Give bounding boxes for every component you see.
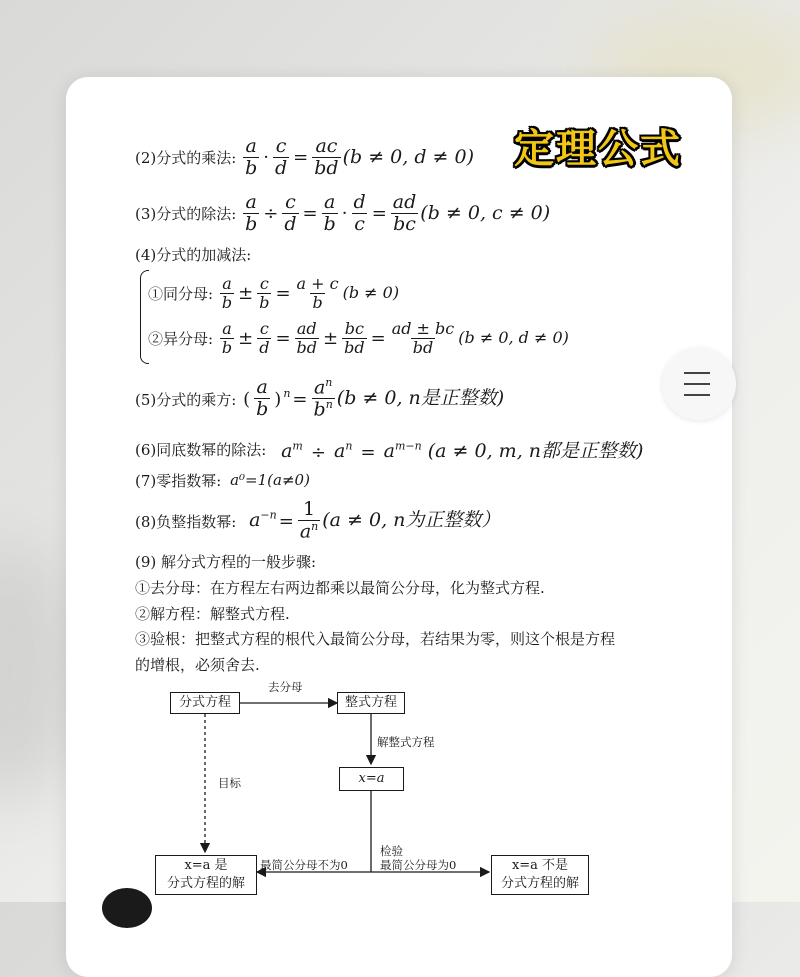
formula-expression: $\frac{a}{b}$ ÷ $\frac{c}{d}$ = $\frac{a}{b}$ · $\frac{d}{c}$ = $\frac{ad}{bc}$ (b ≠ 0, c ≠ 0): [245, 191, 551, 235]
formula-label: (8)负整指数幂:: [135, 512, 237, 531]
flow-label: 去分母: [268, 680, 303, 694]
formula-expression: $a^{-n}$ = $\frac{1}{a^n}$ (a ≠ 0, n为正整数）: [249, 498, 501, 543]
step-item: ③验根：把整式方程的根代入最简公分母，若结果为零，则这个根是方程: [135, 630, 616, 648]
flow-box-root: x=a: [339, 767, 404, 791]
step-item: ②解方程：解整式方程.: [135, 605, 290, 623]
formula-expression: $a^m \div a^n = a^{m-n}$ (a ≠ 0, m, n都是正整数): [281, 439, 644, 463]
formula-label: (2)分式的乘法:: [135, 149, 237, 168]
formula-condition: (b ≠ 0, n是正整数): [336, 387, 505, 410]
flow-box-is-solution: [155, 855, 257, 895]
formula-condition: (b ≠ 0): [342, 282, 400, 302]
formula-label: (5)分式的乘方:: [135, 390, 237, 409]
flow-label: 解整式方程: [377, 735, 435, 749]
formula-label: ①同分母:: [148, 285, 214, 303]
formula-expression: $\frac{a}{b}$ ± $\frac{c}{d}$ = $\frac{ad}{bd}$ ± $\frac{bc}{bd}$ = $\frac{ad \pm bc}{bd}$ (b ≠ 0, d ≠ 0): [221, 319, 569, 357]
flow-box-text: 分式方程的解: [500, 876, 579, 891]
formula-label: ②异分母:: [148, 330, 214, 348]
step-item: ①去分母：在方程左右两边都乘以最简公分母，化为整式方程.: [135, 579, 545, 597]
flow-box-text: 分式方程的解: [166, 876, 245, 891]
formula-condition: (b ≠ 0, d ≠ 0): [342, 145, 474, 168]
page-title: 定理公式: [514, 126, 682, 172]
formula-expression: ( $\frac{a}{b}$ ) $^n$ = $\frac{a^n}{b^n}$ (b ≠ 0, n是正整数): [243, 376, 505, 421]
formula-label: (7)零指数幂:: [135, 472, 222, 490]
formula-label: (6)同底数幂的除法:: [135, 441, 267, 459]
formula-expression: $\frac{a}{b}$ · $\frac{c}{d}$ = $\frac{ac}{bd}$ (b ≠ 0, d ≠ 0): [245, 135, 474, 179]
formula-condition: (a ≠ 0, n为正整数）: [322, 509, 501, 532]
formula-label: (3)分式的除法:: [135, 205, 237, 224]
step-item-continued: 的增根，必须舍去.: [135, 656, 260, 674]
avatar: [102, 888, 152, 928]
flow-box-not-solution: [491, 855, 589, 895]
flow-box-text: x=a 不是: [511, 858, 569, 874]
flow-label: 目标: [218, 776, 241, 790]
steps-heading: (9) 解分式方程的一般步骤:: [135, 553, 317, 571]
flow-box-text: x=a 是: [184, 858, 228, 874]
flow-label: 检验: [380, 844, 403, 858]
formula-label: (4)分式的加减法:: [135, 246, 252, 264]
flow-box-integral-equation: 整式方程: [337, 692, 405, 714]
flow-label: 最简公分母不为0: [260, 858, 348, 872]
formula-condition: (a ≠ 0, m, n都是正整数): [427, 440, 644, 462]
formula-condition: (b ≠ 0, d ≠ 0): [458, 327, 569, 347]
formula-condition: (b ≠ 0, c ≠ 0): [420, 201, 551, 224]
flow-label: 最简公分母为0: [380, 858, 457, 872]
flow-box-fractional-equation: 分式方程: [170, 692, 240, 714]
formula-expression: $\frac{a}{b}$ ± $\frac{c}{b}$ = $\frac{a + c}{b}$ (b ≠ 0): [221, 274, 400, 312]
formula-expression: a⁰=1(a≠0): [230, 470, 310, 489]
